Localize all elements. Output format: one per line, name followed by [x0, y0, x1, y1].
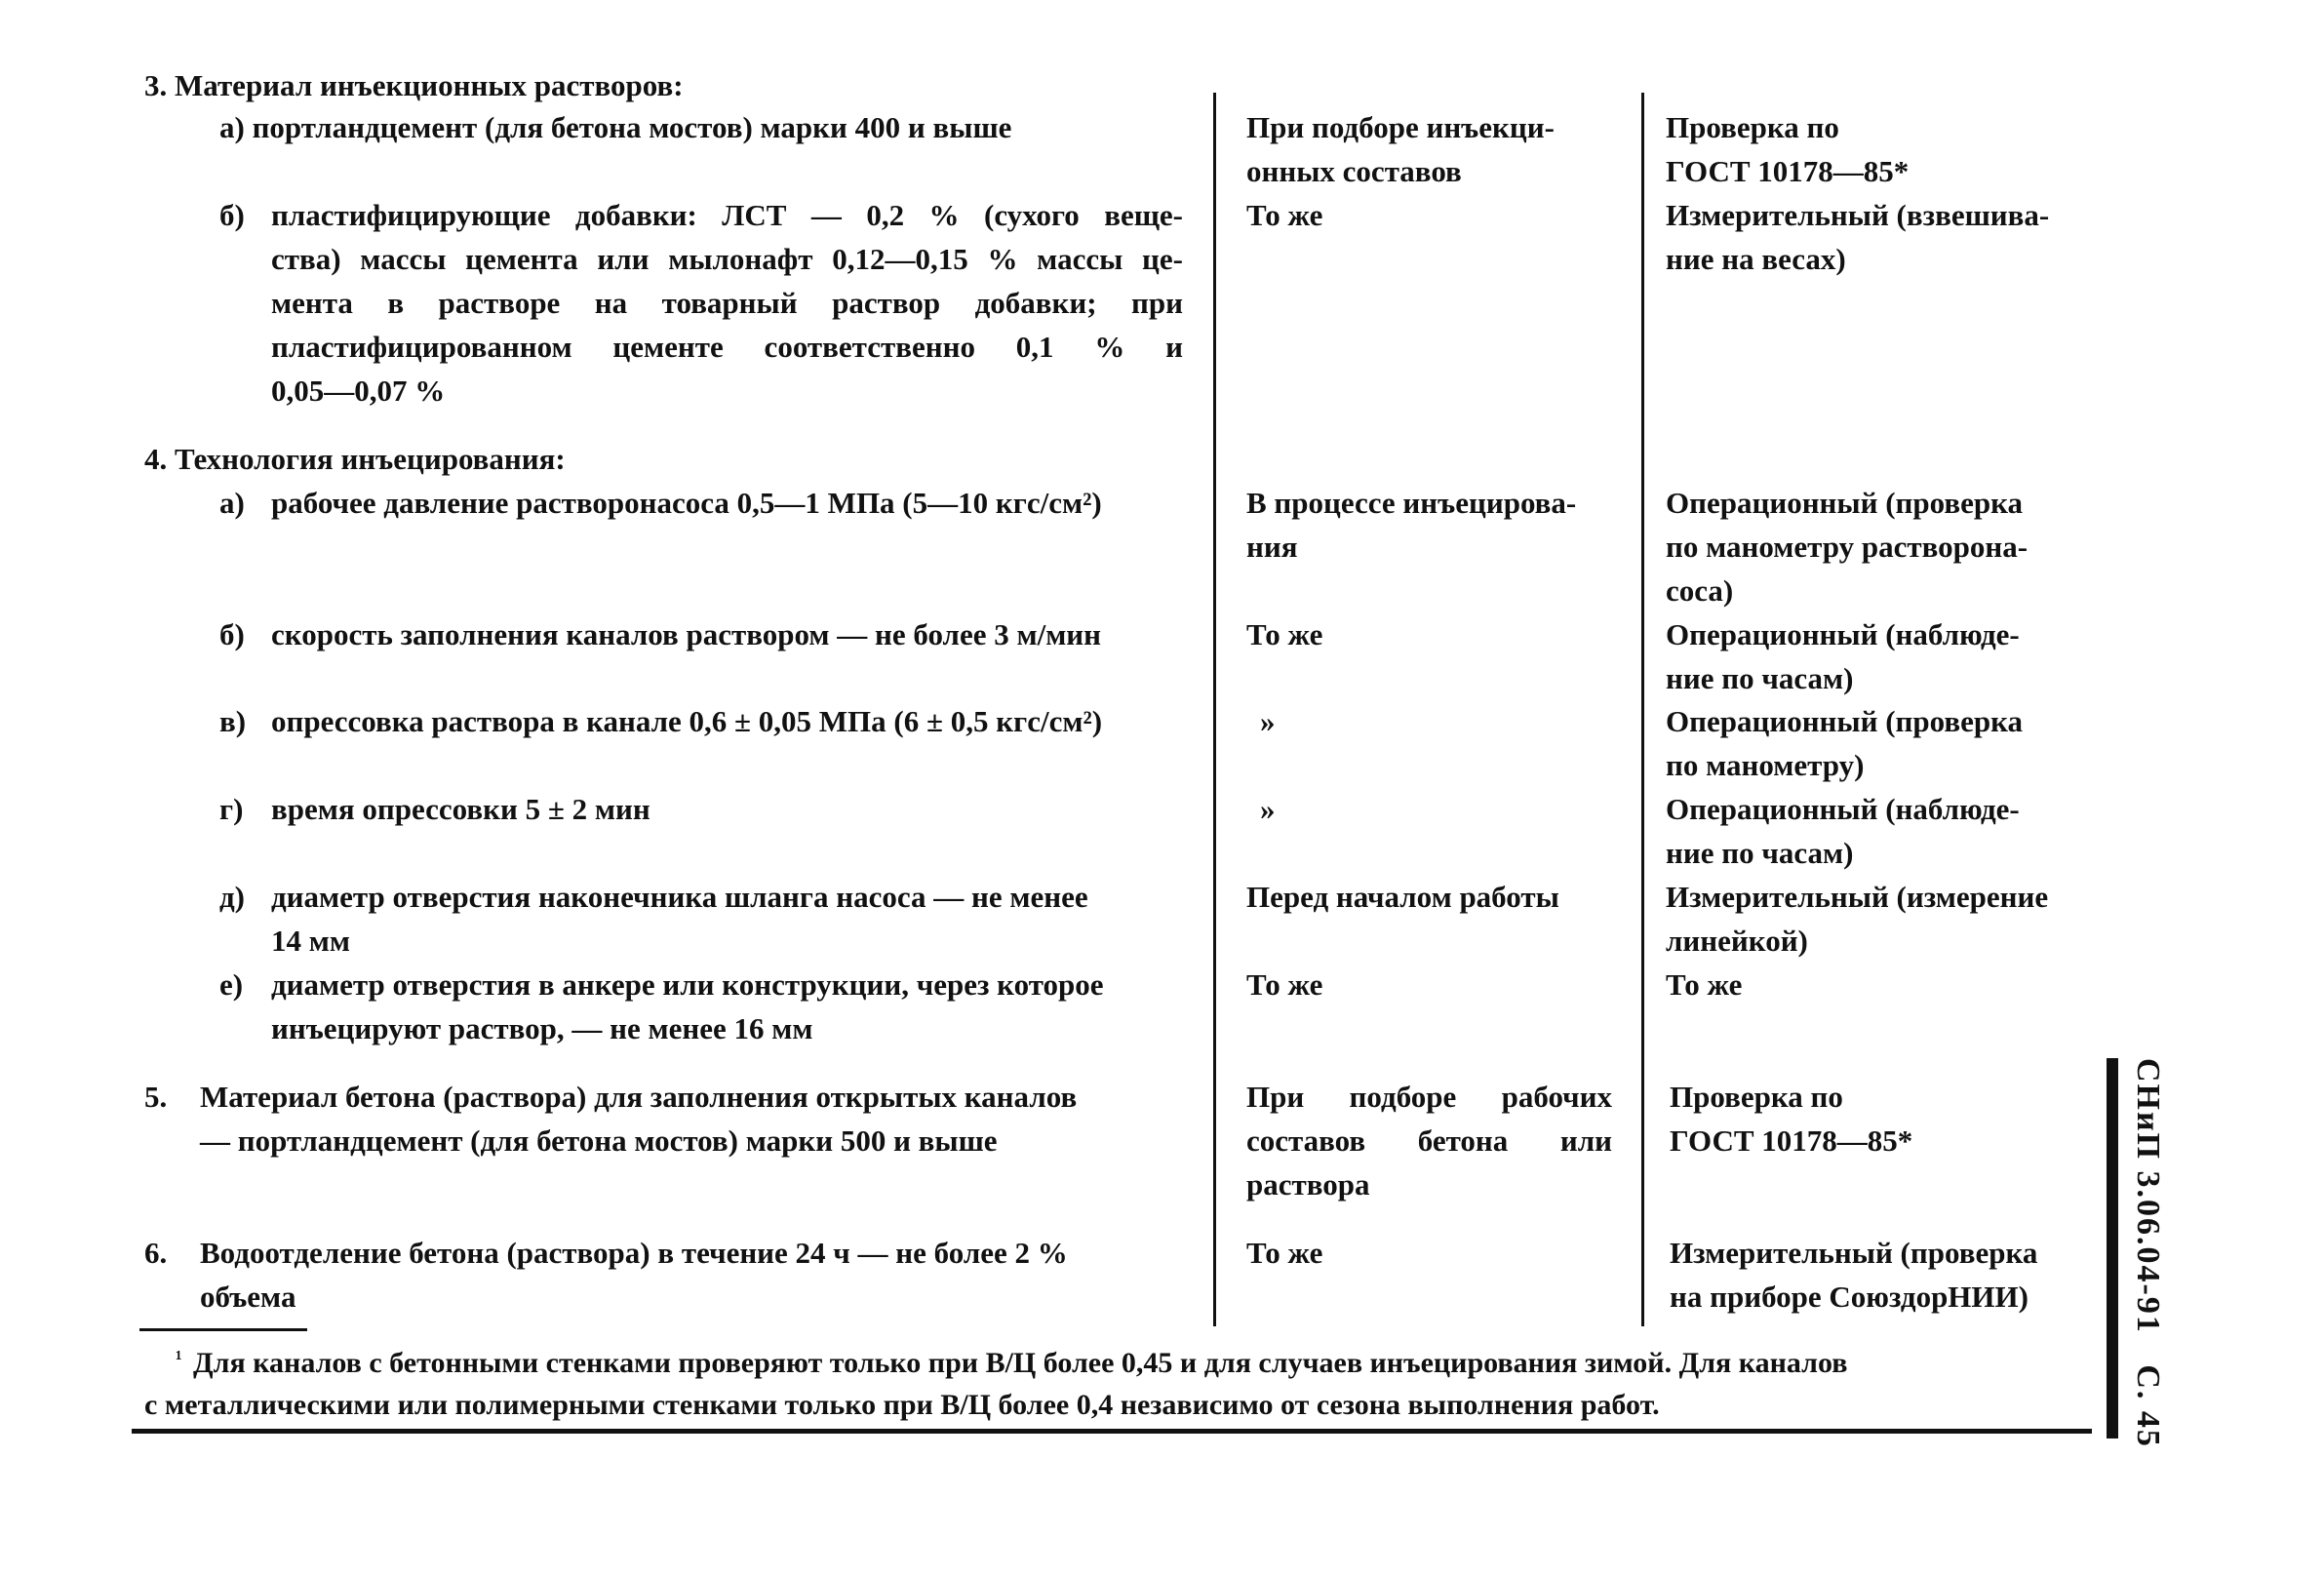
section-4e-control: То же [1246, 967, 1323, 1002]
footnote-separator [139, 1328, 307, 1331]
section-6-text-2: объема [200, 1280, 296, 1314]
section-4v-marker: в) [219, 704, 247, 738]
section-3a-method-1: Проверка по [1666, 110, 1839, 144]
section-4g-text: время опрессовки 5 ± 2 мин [271, 792, 650, 826]
section-3b-text-3: мента в растворе на товарный раствор добавки; при [271, 286, 1183, 320]
section-5-method-2: ГОСТ 10178—85* [1670, 1123, 1913, 1158]
section-3-heading: 3. Материал инъекционных растворов: [144, 68, 684, 102]
section-4a-method-1: Операционный (проверка [1666, 486, 2024, 520]
section-5-control-2: составов бетона или [1246, 1123, 1612, 1158]
document-code: СНиП 3.06.04-91 [2130, 1058, 2166, 1334]
section-4g-control: » [1260, 792, 1276, 826]
section-5-text-1: Материал бетона (раствора) для заполнения открытых каналов [200, 1080, 1078, 1114]
section-4b-text: скорость заполнения каналов раствором — не более 3 м/мин [271, 617, 1102, 651]
section-4g-method-2: ние по часам) [1666, 836, 1854, 870]
section-3b-method-2: ние на весах) [1666, 242, 1846, 276]
section-5-number: 5. [144, 1080, 168, 1114]
section-4e-text-1: диаметр отверстия в анкере или конструкции, через которое [271, 967, 1104, 1002]
section-6-control: То же [1246, 1236, 1323, 1270]
section-4e-method: То же [1666, 967, 1743, 1002]
section-5-text-2: — портландцемент (для бетона мостов) марки 500 и выше [200, 1123, 998, 1158]
section-4d-method-2: линейкой) [1666, 924, 1808, 958]
section-4a-marker: а) [219, 486, 245, 520]
section-5-method-1: Проверка по [1670, 1080, 1843, 1114]
section-4e-marker: е) [219, 967, 244, 1002]
page-number: С. 45 [2130, 1364, 2166, 1448]
section-4g-method-1: Операционный (наблюде- [1666, 792, 2020, 826]
section-3b-text-5: 0,05—0,07 % [271, 374, 446, 408]
column-divider-left [1213, 93, 1216, 1326]
section-6-method-2: на приборе СоюздорНИИ) [1670, 1280, 2029, 1314]
section-4a-method-3: соса) [1666, 573, 1734, 608]
section-4b-method-2: ние по часам) [1666, 661, 1854, 695]
section-4b-method-1: Операционный (наблюде- [1666, 617, 2020, 651]
footnote-line-1: Для каналов с бетонными стенками проверяют только при В/Ц более 0,45 и для случаев инъецирования зимой. Для каналов [193, 1347, 1848, 1379]
column-divider-right [1641, 93, 1644, 1326]
section-3a-text: а) портландцемент (для бетона мостов) марки 400 и выше [219, 110, 1012, 144]
section-3b-text-4: пластифицированном цементе соответственно 0,1 % и [271, 330, 1183, 364]
section-3a-control-2: онных составов [1246, 154, 1462, 188]
section-3a-control-1: При подборе инъекци- [1246, 110, 1555, 144]
section-4v-method-1: Операционный (проверка [1666, 704, 2024, 738]
section-4g-marker: г) [219, 792, 244, 826]
section-4d-text-1: диаметр отверстия наконечника шланга насоса — не менее [271, 880, 1088, 914]
running-header-text [2128, 1058, 2167, 1448]
section-4a-method-2: по манометру растворона- [1666, 530, 2029, 564]
section-4v-method-2: по манометру) [1666, 748, 1865, 782]
running-header-bar [2107, 1058, 2118, 1438]
section-4e-text-2: инъецируют раствор, — не менее 16 мм [271, 1011, 813, 1045]
section-4-heading: 4. Технология инъецирования: [144, 442, 566, 476]
footnote-marker: ¹ [176, 1346, 182, 1370]
section-3b-control: То же [1246, 198, 1323, 232]
section-4d-method-1: Измерительный (измерение [1666, 880, 2049, 914]
running-header [2107, 1058, 2185, 1448]
section-3a-method-2: ГОСТ 10178—85* [1666, 154, 1910, 188]
section-4d-control: Перед началом работы [1246, 880, 1559, 914]
section-3b-marker: б) [219, 198, 245, 232]
section-4b-marker: б) [219, 617, 245, 651]
footnote-line-2: с металлическими или полимерными стенками только при В/Ц более 0,4 независимо от сезона выполнения работ. [144, 1389, 1660, 1421]
section-6-text-1: Водоотделение бетона (раствора) в течение 24 ч — не более 2 % [200, 1236, 1068, 1270]
section-4d-text-2: 14 мм [271, 924, 350, 958]
section-6-number: 6. [144, 1236, 168, 1270]
section-4v-control: » [1260, 704, 1276, 738]
section-4a-text: рабочее давление растворонасоса 0,5—1 МПа (5—10 кгс/см²) [271, 486, 1102, 520]
section-4a-control-2: ния [1246, 530, 1298, 564]
page-bottom-rule [132, 1429, 2092, 1434]
section-5-control-3: раствора [1246, 1167, 1370, 1202]
section-3b-text-1: пластифицирующие добавки: ЛСТ — 0,2 % (сухого веще- [271, 198, 1183, 232]
section-4d-marker: д) [219, 880, 246, 914]
section-4v-text: опрессовка раствора в канале 0,6 ± 0,05 МПа (6 ± 0,5 кгс/см²) [271, 704, 1103, 738]
section-6-method-1: Измерительный (проверка [1670, 1236, 2038, 1270]
section-3b-method-1: Измерительный (взвешива- [1666, 198, 2050, 232]
section-5-control-1: При подборе рабочих [1246, 1080, 1612, 1114]
section-4a-control-1: В процессе инъецирова- [1246, 486, 1577, 520]
section-4b-control: То же [1246, 617, 1323, 651]
section-3b-text-2: ства) массы цемента или мылонафт 0,12—0,15 % массы це- [271, 242, 1183, 276]
